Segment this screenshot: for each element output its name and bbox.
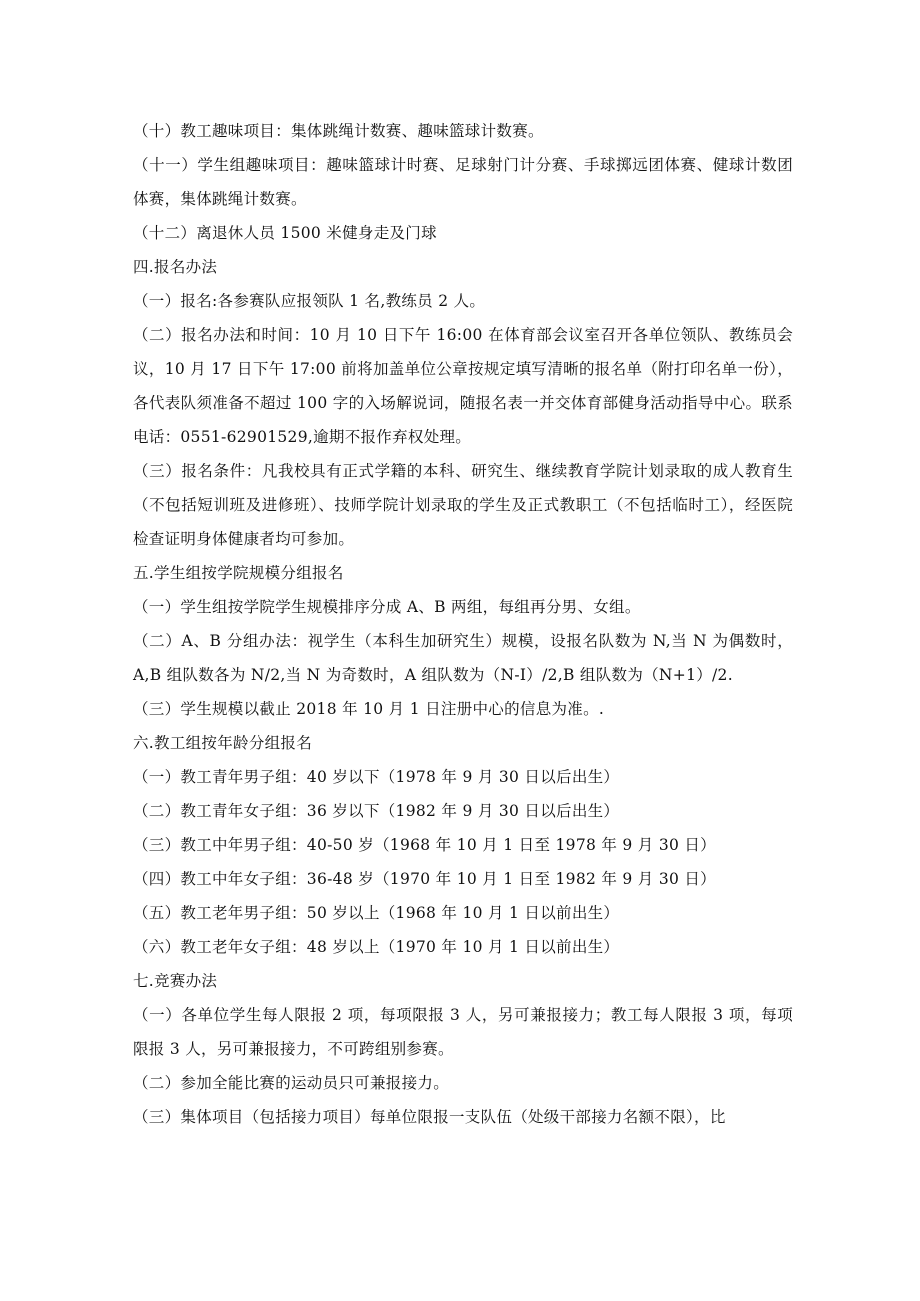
section-4-item-3: （三）报名条件：凡我校具有正式学籍的本科、研究生、继续教育学院计划录取的成人教育生（不包括短训班及进修班）、技师学院计划录取的学生及正式教职工（不包括临时工），经医院检查证明身体健康者均可参加。 (133, 462, 793, 548)
section-4-item-1: （一）报名:各参赛队应报领队 1 名,教练员 2 人。 (133, 292, 486, 310)
section-6-item-4: （四）教工中年女子组：36-48 岁（1970 年 10 月 1 日至 1982 年 9 月 30 日） (133, 870, 716, 888)
section-6-item-1: （一）教工青年男子组：40 岁以下（1978 年 9 月 30 日以后出生） (133, 768, 620, 786)
item-11-student-fun-events: （十一）学生组趣味项目：趣味篮球计时赛、足球射门计分赛、手球掷远团体赛、健球计数团体赛，集体跳绳计数赛。 (133, 156, 793, 208)
item-12-retiree-events: （十二）离退休人员 1500 米健身走及门球 (133, 224, 437, 242)
section-7-heading: 七.竞赛办法 (133, 972, 218, 990)
section-6-heading: 六.教工组按年龄分组报名 (133, 734, 313, 752)
section-6-item-6: （六）教工老年女子组：48 岁以上（1970 年 10 月 1 日以前出生） (133, 938, 620, 956)
section-5-item-2: （二）A、B 分组办法：视学生（本科生加研究生）规模，设报名队数为 N,当 N 为偶数时，A,B 组队数各为 N/2,当 N 为奇数时，A 组队数为（N-I）/2,B 组队数为（N+1）/2. (133, 632, 793, 684)
section-5-heading: 五.学生组按学院规模分组报名 (133, 564, 344, 582)
section-6-item-3: （三）教工中年男子组：40-50 岁（1968 年 10 月 1 日至 1978 年 9 月 30 日） (133, 836, 716, 854)
section-7-item-3: （三）集体项目（包括接力项目）每单位限报一支队伍（处级干部接力名额不限），比 (133, 1108, 726, 1126)
section-5-item-3: （三）学生规模以截止 2018 年 10 月 1 日注册中心的信息为准。. (133, 700, 605, 718)
section-7-item-1: （一）各单位学生每人限报 2 项，每项限报 3 人，另可兼报接力；教工每人限报 3 项，每项限报 3 人，另可兼报接力，不可跨组别参赛。 (133, 1006, 793, 1058)
section-4-item-2: （二）报名办法和时间：10 月 10 日下午 16:00 在体育部会议室召开各单位领队、教练员会议，10 月 17 日下午 17:00 前将加盖单位公章按规定填写清晰的报名单（附打印名单一份），各代表队须准备不超过 100 字的入场解说词，随报名表一并交体育部健身活动指导中心。联系电话：0551-62901529,逾期不报作弃权处理。 (133, 326, 793, 446)
section-4-heading: 四.报名办法 (133, 258, 218, 276)
document-body (133, 114, 793, 1134)
section-6-item-2: （二）教工青年女子组：36 岁以下（1982 年 9 月 30 日以后出生） (133, 802, 620, 820)
section-6-item-5: （五）教工老年男子组：50 岁以上（1968 年 10 月 1 日以前出生） (133, 904, 620, 922)
item-10-staff-fun-events: （十）教工趣味项目：集体跳绳计数赛、趣味篮球计数赛。 (133, 122, 544, 140)
section-5-item-1: （一）学生组按学院学生规模排序分成 A、B 两组，每组再分男、女组。 (133, 598, 641, 616)
section-7-item-2: （二）参加全能比赛的运动员只可兼报接力。 (133, 1074, 450, 1092)
